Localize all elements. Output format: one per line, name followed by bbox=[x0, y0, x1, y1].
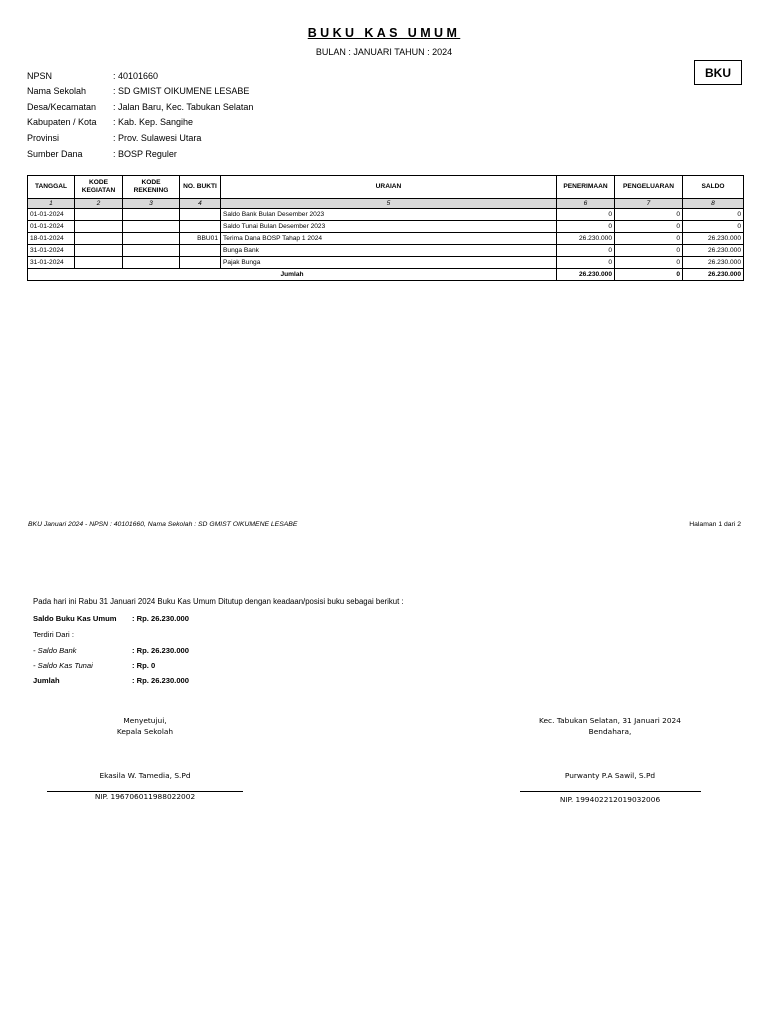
cell-pengeluaran: 0 bbox=[615, 257, 683, 269]
page-number: Halaman 1 dari 2 bbox=[689, 521, 741, 528]
cell-penerimaan: 26.230.000 bbox=[557, 233, 615, 245]
cell-kode-kegiatan bbox=[75, 209, 123, 221]
info-value: : Jalan Baru, Kec. Tabukan Selatan bbox=[113, 102, 254, 112]
column-header: TANGGAL bbox=[28, 176, 75, 199]
total-penerimaan: 26.230.000 bbox=[557, 269, 615, 281]
bku-badge: BKU bbox=[694, 60, 742, 85]
cell-saldo: 0 bbox=[683, 221, 744, 233]
table-row bbox=[28, 209, 744, 221]
info-value: : Prov. Sulawesi Utara bbox=[113, 133, 202, 143]
cell-kode-rekening bbox=[123, 233, 180, 245]
signature-right-nip: NIP. 199402212019032006 bbox=[559, 795, 661, 804]
table-row bbox=[28, 221, 744, 233]
signature-left-name: Ekasila W. Tamedia, S.Pd bbox=[99, 771, 191, 780]
cell-tanggal: 31-01-2024 bbox=[28, 257, 75, 269]
cell-pengeluaran: 0 bbox=[615, 209, 683, 221]
table-header-row bbox=[28, 176, 744, 199]
cell-uraian: Saldo Tunai Bulan Desember 2023 bbox=[221, 221, 557, 233]
signature-right-line1: Kec. Tabukan Selatan, 31 Januari 2024 bbox=[539, 716, 681, 725]
cell-penerimaan: 0 bbox=[557, 221, 615, 233]
column-header: PENGELUARAN bbox=[615, 176, 683, 199]
table-row bbox=[28, 257, 744, 269]
cell-saldo: 26.230.000 bbox=[683, 257, 744, 269]
column-number: 1 bbox=[28, 199, 75, 209]
cell-saldo: 26.230.000 bbox=[683, 245, 744, 257]
summary-label: - Saldo Bank bbox=[33, 646, 77, 655]
signature-left-line1: Menyetujui, bbox=[123, 716, 167, 725]
cell-penerimaan: 0 bbox=[557, 245, 615, 257]
column-header: KODE KEGIATAN bbox=[75, 176, 123, 199]
column-header: PENERIMAAN bbox=[557, 176, 615, 199]
column-number: 3 bbox=[123, 199, 180, 209]
cell-penerimaan: 0 bbox=[557, 209, 615, 221]
cell-uraian: Bunga Bank bbox=[221, 245, 557, 257]
cell-no-bukti bbox=[180, 257, 221, 269]
cell-saldo: 0 bbox=[683, 209, 744, 221]
info-value: : 40101660 bbox=[113, 71, 159, 81]
cell-no-bukti bbox=[180, 209, 221, 221]
column-header: NO. BUKTI bbox=[180, 176, 221, 199]
closing-statement: Pada hari ini Rabu 31 Januari 2024 Buku Kas Umum Ditutup dengan keadaan/posisi buku sebagai berikut : bbox=[33, 597, 404, 606]
cell-tanggal: 01-01-2024 bbox=[28, 209, 75, 221]
column-number-row bbox=[28, 199, 744, 209]
column-number: 2 bbox=[75, 199, 123, 209]
cell-uraian: Terima Dana BOSP Tahap 1 2024 bbox=[221, 233, 557, 245]
summary-value: : Rp. 26.230.000 bbox=[132, 614, 189, 623]
column-number: 6 bbox=[557, 199, 615, 209]
signature-right-name: Purwanty P.A Sawil, S.Pd bbox=[564, 771, 656, 780]
table-total-row bbox=[28, 269, 744, 281]
cell-kode-rekening bbox=[123, 209, 180, 221]
column-number: 8 bbox=[683, 199, 744, 209]
info-label: Provinsi bbox=[27, 133, 60, 143]
cell-no-bukti bbox=[180, 221, 221, 233]
bku-table bbox=[27, 175, 744, 281]
cell-tanggal: 01-01-2024 bbox=[28, 221, 75, 233]
signature-left-heading bbox=[47, 716, 243, 737]
summary-value: : Rp. 26.230.000 bbox=[132, 676, 189, 685]
signature-right-line2: Bendahara, bbox=[588, 726, 632, 736]
cell-pengeluaran: 0 bbox=[615, 245, 683, 257]
cell-saldo: 26.230.000 bbox=[683, 233, 744, 245]
signature-left-line2: Kepala Sekolah bbox=[116, 726, 174, 736]
column-number: 5 bbox=[221, 199, 557, 209]
cell-penerimaan: 0 bbox=[557, 257, 615, 269]
cell-pengeluaran: 0 bbox=[615, 221, 683, 233]
column-header: URAIAN bbox=[221, 176, 557, 199]
cell-kode-rekening bbox=[123, 245, 180, 257]
cell-kode-rekening bbox=[123, 221, 180, 233]
page-footer-text: BKU Januari 2024 - NPSN : 40101660, Nama Sekolah : SD GMIST OIKUMENE LESABE bbox=[28, 521, 298, 528]
cell-uraian: Saldo Bank Bulan Desember 2023 bbox=[221, 209, 557, 221]
total-pengeluaran: 0 bbox=[615, 269, 683, 281]
signature-right-line bbox=[520, 791, 701, 792]
info-value: : BOSP Reguler bbox=[113, 149, 177, 159]
summary-label: Saldo Buku Kas Umum bbox=[33, 614, 117, 623]
column-header: KODE REKENING bbox=[123, 176, 180, 199]
summary-label: Terdiri Dari : bbox=[33, 630, 74, 639]
table-row bbox=[28, 233, 744, 245]
document-subtitle: BULAN : JANUARI TAHUN : 2024 bbox=[315, 47, 453, 57]
cell-pengeluaran: 0 bbox=[615, 233, 683, 245]
cell-no-bukti: BBU01 bbox=[180, 233, 221, 245]
column-number: 7 bbox=[615, 199, 683, 209]
info-value: : Kab. Kep. Sangihe bbox=[113, 117, 194, 127]
summary-value: : Rp. 0 bbox=[132, 661, 156, 670]
cell-uraian: Pajak Bunga bbox=[221, 257, 557, 269]
summary-value: : Rp. 26.230.000 bbox=[132, 646, 189, 655]
signature-right-heading bbox=[510, 716, 710, 737]
summary-label: - Saldo Kas Tunai bbox=[33, 661, 93, 670]
info-label: Kabupaten / Kota bbox=[27, 117, 97, 127]
info-label: NPSN bbox=[27, 71, 53, 81]
column-header: SALDO bbox=[683, 176, 744, 199]
summary-label: Jumlah bbox=[33, 676, 60, 685]
total-saldo: 26.230.000 bbox=[683, 269, 744, 281]
info-value: : SD GMIST OIKUMENE LESABE bbox=[113, 86, 250, 96]
cell-kode-kegiatan bbox=[75, 221, 123, 233]
cell-kode-kegiatan bbox=[75, 233, 123, 245]
cell-no-bukti bbox=[180, 245, 221, 257]
column-number: 4 bbox=[180, 199, 221, 209]
cell-tanggal: 18-01-2024 bbox=[28, 233, 75, 245]
cell-tanggal: 31-01-2024 bbox=[28, 245, 75, 257]
cell-kode-rekening bbox=[123, 257, 180, 269]
cell-kode-kegiatan bbox=[75, 257, 123, 269]
table-row bbox=[28, 245, 744, 257]
cell-kode-kegiatan bbox=[75, 245, 123, 257]
info-label: Desa/Kecamatan bbox=[27, 102, 97, 112]
info-label: Nama Sekolah bbox=[27, 86, 87, 96]
signature-left-nip: NIP. 196706011988022002 bbox=[94, 792, 196, 801]
total-label: Jumlah bbox=[28, 269, 557, 281]
document-title: BUKU KAS UMUM bbox=[307, 26, 461, 40]
info-label: Sumber Dana bbox=[27, 149, 83, 159]
